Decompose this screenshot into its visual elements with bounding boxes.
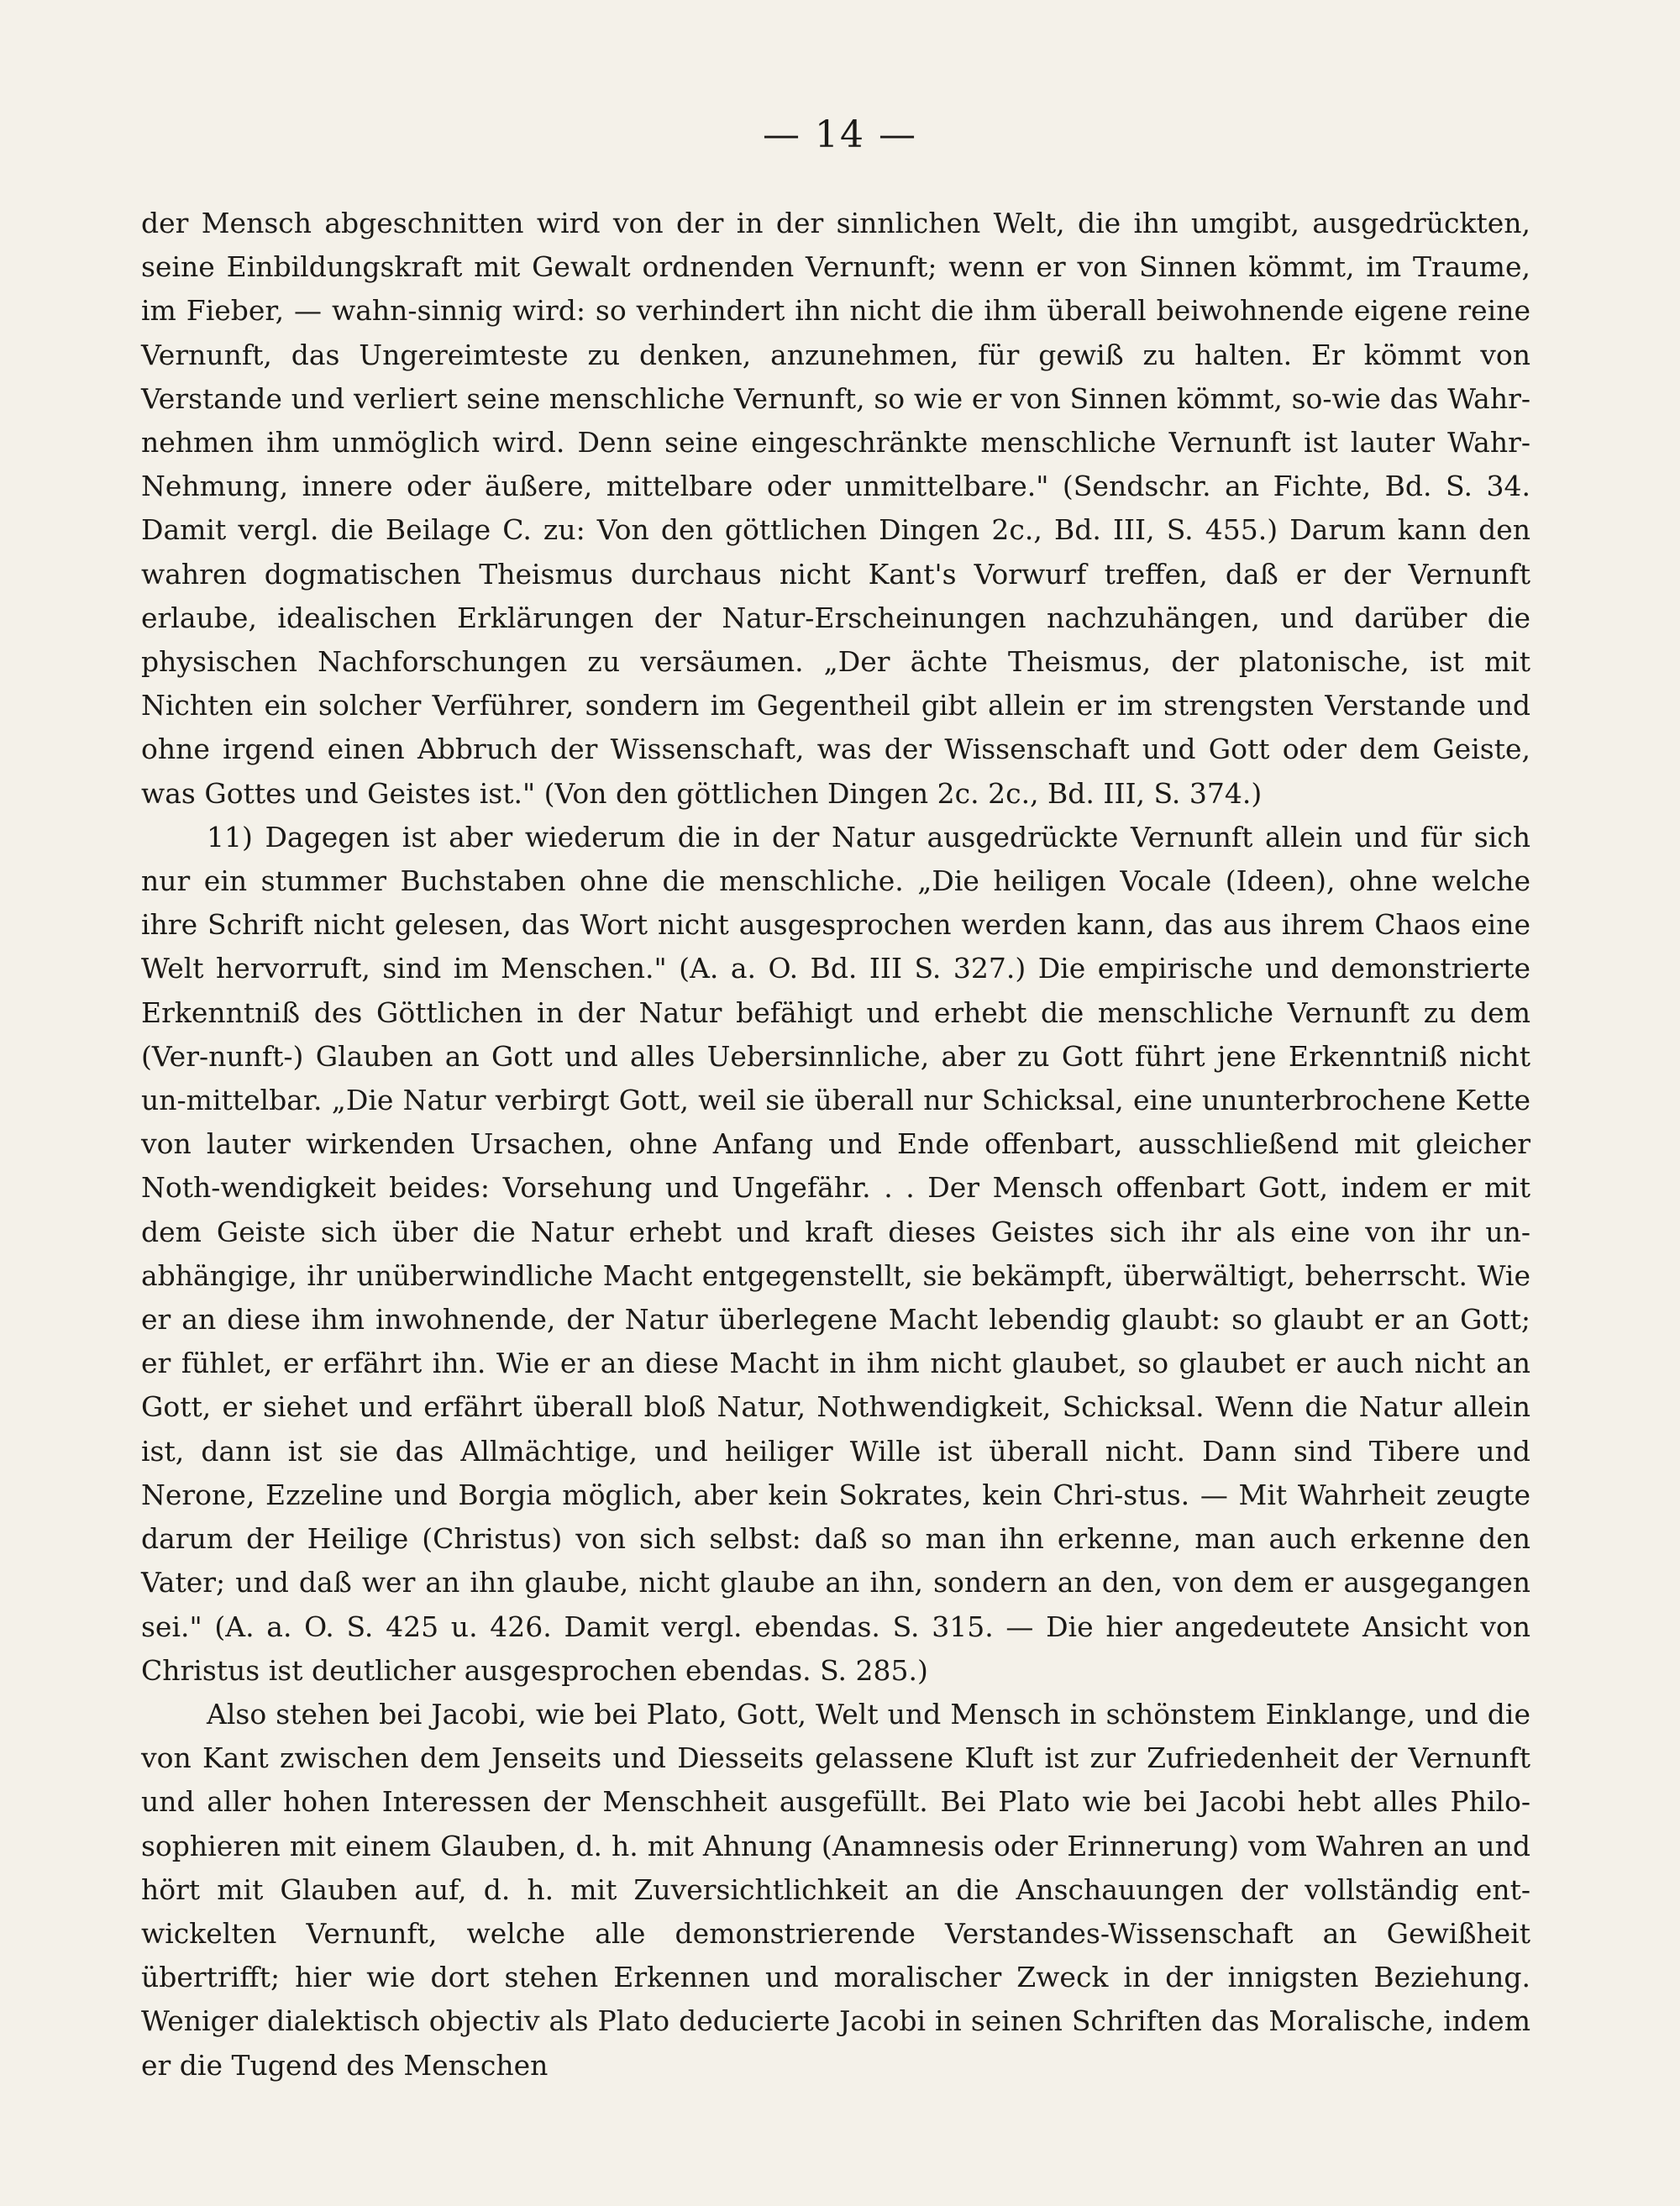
paragraph-section-11: 11) Dagegen ist aber wiederum die in der Natur ausgedrückte Vernunft allein und für sich nur ein stummer Buchstaben ohne die menschliche. „Die heiligen Vocale (Ideen), ohne welche ihre Schrift nicht gelesen, das Wort nicht ausgesprochen werden kann, das aus ihrem Chaos eine Welt hervorruft, sind im Menschen." (A. a. O. Bd. III S. 327.) Die empirische und demonstrierte Erkenntniß des Göttlichen in der Natur befähigt und erhebt die menschliche Vernunft zu dem (Ver-nunft-) Glauben an Gott und alles Uebersinnliche, aber zu Gott führt jene Erkenntniß nicht un-mittelbar. „Die Natur verbirgt Gott, weil sie überall nur Schicksal, eine ununterbrochene Kette von lauter wirkenden Ursachen, ohne Anfang und Ende offenbart, ausschließend mit gleicher Noth-wendigkeit beides: Vorsehung und Ungefähr. . . Der Mensch offenbart Gott, indem er mit dem Geiste sich über die Natur erhebt und kraft dieses Geistes sich ihr als eine von ihr un-abhängige, ihr unüberwindliche Macht entgegenstellt, sie bekämpft, überwältigt, beherrscht. Wie er an diese ihm inwohnende, der Natur überlegene Macht lebendig glaubt: so glaubt er an Gott; er fühlet, er erfährt ihn. Wie er an diese Macht in ihm nicht glaubet, so glaubet er auch nicht an Gott, er siehet und erfährt überall bloß Natur, Nothwendigkeit, Schicksal. Wenn die Natur allein ist, dann ist sie das Allmächtige, und heiliger Wille ist überall nicht. Dann sind Tibere und Nerone, Ezzeline und Borgia möglich, aber kein Sokrates, kein Chri-stus. — Mit Wahrheit zeugte darum der Heilige (Christus) von sich selbst: daß so man ihn erkenne, man auch erkenne den Vater; und daß wer an ihn glaube, nicht glaube an ihn, sondern an den, von dem er ausgegangen sei." (A. a. O. S. 425 u. 426. Damit vergl. ebendas. S. 315. — Die hier angedeutete Ansicht von Christus ist deutlicher ausgesprochen ebendas. S. 285.) <box>141 820 1530 1687</box>
paragraph-continuation: der Mensch abgeschnitten wird von der in der sinnlichen Welt, die ihn umgibt, ausgedrückten, seine Einbildungskraft mit Gewalt ordnenden Vernunft; wenn er von Sinnen kömmt, im Traume, im Fieber, — wahn-sinnig wird: so verhindert ihn nicht die ihm überall beiwohnende eigene reine Vernunft, das Ungereimteste zu denken, anzunehmen, für gewiß zu halten. Er kömmt von Verstande und verliert seine menschliche Vernunft, so wie er von Sinnen kömmt, so-wie das Wahr-nehmen ihm unmöglich wird. Denn seine eingeschränkte menschliche Vernunft ist lauter Wahr-Nehmung, innere oder äußere, mittelbare oder unmittelbare." (Sendschr. an Fichte, Bd. S. 34. Damit vergl. die Beilage C. zu: Von den göttlichen Dingen 2c., Bd. III, S. 455.) Darum kann den wahren dogmatischen Theismus durchaus nicht Kant's Vorwurf treffen, daß er der Vernunft erlaube, idealischen Erklärungen der Natur-Erscheinungen nachzuhängen, und darüber die physischen Nachforschungen zu versäumen. „Der ächte Theismus, der platonische, ist mit Nichten ein solcher Verführer, sondern im Gegentheil gibt allein er im strengsten Verstande und ohne irgend einen Abbruch der Wissenschaft, was der Wissenschaft und Gott oder dem Geiste, was Gottes und Geistes ist." (Von den göttlichen Dingen 2c. 2c., Bd. III, S. 374.) <box>141 207 1530 810</box>
page-number: — 14 — <box>763 113 917 156</box>
paragraph-jacobi-plato: Also stehen bei Jacobi, wie bei Plato, Gott, Welt und Mensch in schönstem Einklange, und die von Kant zwischen dem Jenseits und Diesseits gelassene Kluft ist zur Zufriedenheit der Vernunft und aller hohen Interessen der Menschheit ausgefüllt. Bei Plato wie bei Jacobi hebt alles Philo-sophieren mit einem Glauben, d. h. mit Ahnung (Anamnesis oder Erinnerung) vom Wahren an und hört mit Glauben auf, d. h. mit Zuversichtlichkeit an die Anschauungen der vollständig ent-wickelten Vernunft, welche alle demonstrierende Verstandes-Wissenschaft an Gewißheit übertrifft; hier wie dort stehen Erkennen und moralischer Zweck in der innigsten Beziehung. Weniger dialektisch objectiv als Plato deducierte Jacobi in seinen Schriften das Moralische, indem er die Tugend des Menschen <box>141 1697 1530 2082</box>
page-body <box>141 202 1530 2088</box>
